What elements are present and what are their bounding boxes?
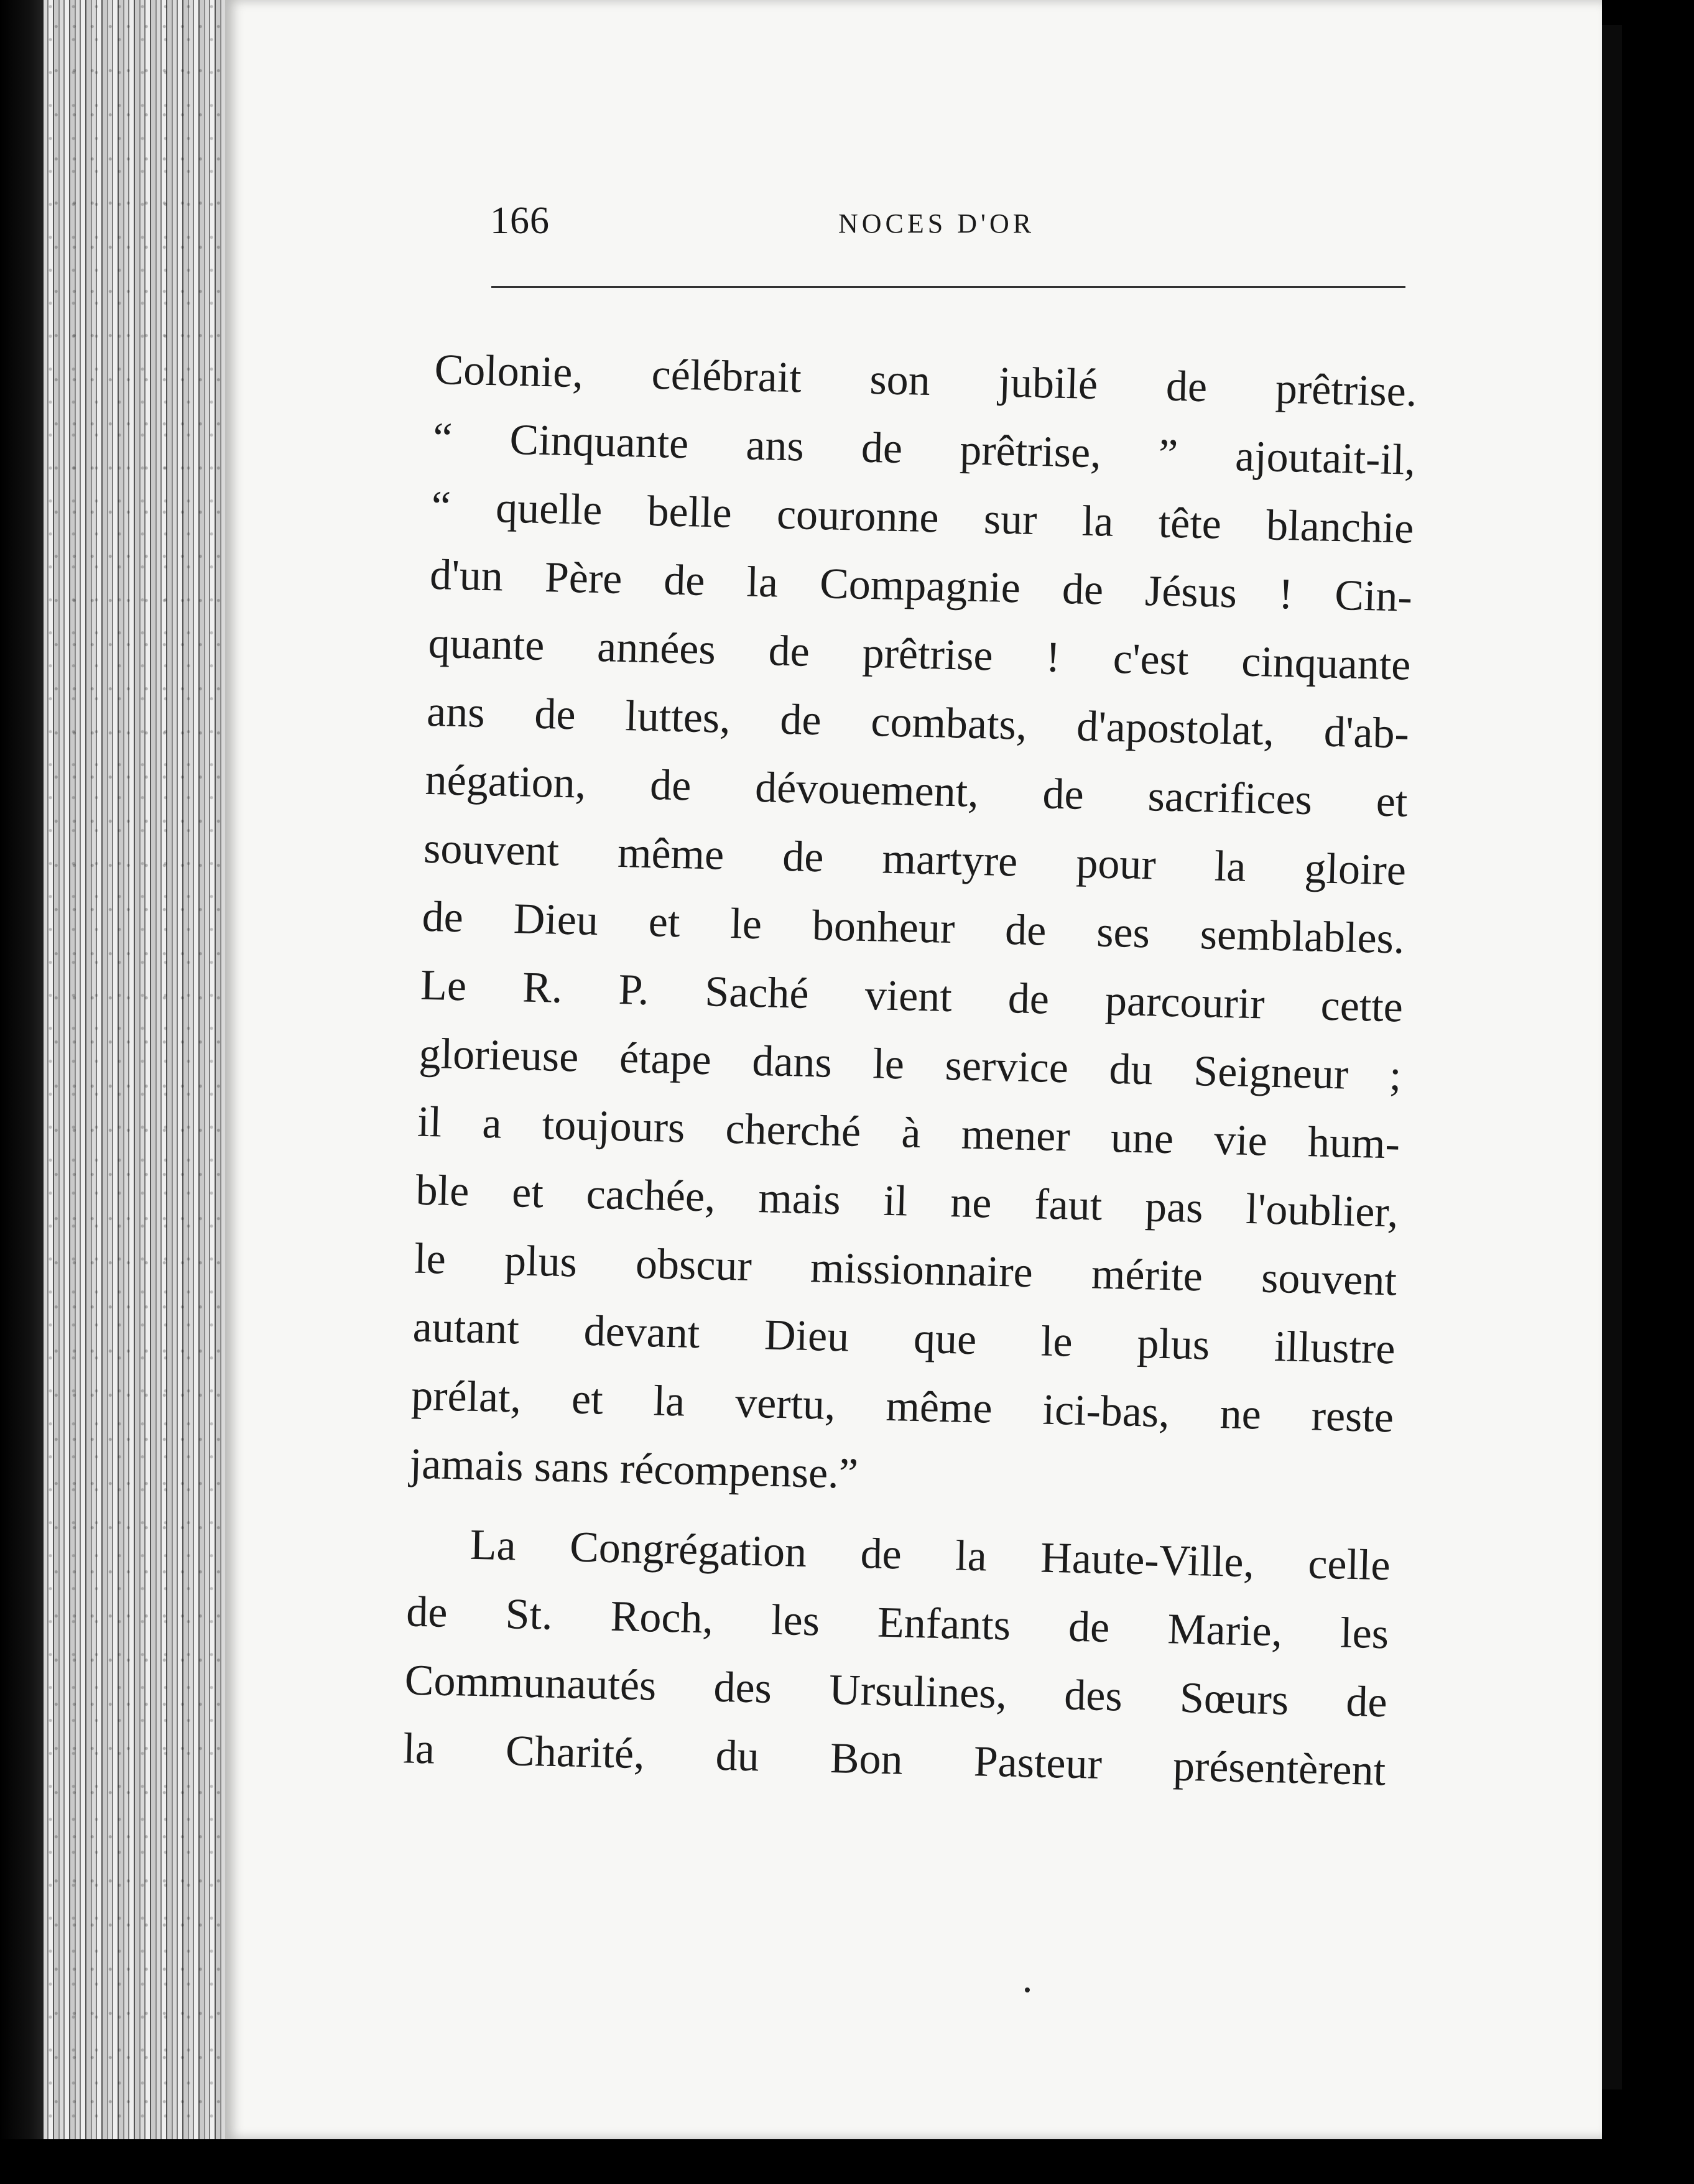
- text-line: “ Cinquante ans de prêtrise, ” ajoutait-il,: [432, 414, 1416, 484]
- page-edges: [44, 0, 230, 2139]
- text-line: autant devant Dieu que le plus illustre: [412, 1303, 1396, 1374]
- ink-speck: [1025, 1987, 1030, 1992]
- running-head: [490, 199, 1398, 255]
- text-line: “ quelle belle couronne sur la tête blanchie: [430, 482, 1415, 553]
- scan-margin-left: [0, 0, 50, 2184]
- text-line: négation, de dévouement, de sacrifices et: [424, 756, 1409, 826]
- scan-corner: [1669, 0, 1694, 27]
- page-number: 166: [490, 200, 550, 242]
- text-line: Colonie, célébrait son jubilé de prêtrise.: [433, 345, 1418, 416]
- body-text: [402, 336, 1417, 1805]
- text-line: la Charité, du Bon Pasteur présentèrent: [402, 1724, 1386, 1795]
- text-line: ble et cachée, mais il ne faut pas l'oublier,: [415, 1166, 1399, 1237]
- gutter-shadow: [1602, 25, 1622, 2089]
- text-line: glorieuse étape dans le service du Seigneur ;: [418, 1029, 1402, 1100]
- text-line: souvent même de martyre pour la gloire: [423, 824, 1407, 895]
- scan-margin-bottom: [0, 2139, 1694, 2184]
- running-title: NOCES D'OR: [838, 208, 1035, 239]
- text-line: de St. Roch, les Enfants de Marie, les: [405, 1588, 1389, 1659]
- text-line: le plus obscur missionnaire mérite souvent: [414, 1234, 1397, 1305]
- text-line: Communautés des Ursulines, des Sœurs de: [404, 1656, 1388, 1727]
- text-line: d'un Père de la Compagnie de Jésus ! Cin-: [429, 550, 1413, 621]
- text-line: de Dieu et le bonheur de ses semblables.: [421, 892, 1405, 963]
- text-line: jamais sans récompense.”: [409, 1440, 859, 1498]
- text-line: La Congrégation de la Haute-Ville, celle: [470, 1520, 1391, 1590]
- text-line: quante années de prêtrise ! c'est cinquante: [427, 619, 1412, 690]
- text-line: ans de luttes, de combats, d'apostolat, d'ab-: [426, 687, 1410, 758]
- text-line: prélat, et la vertu, même ici-bas, ne reste: [410, 1371, 1394, 1442]
- text-line: il a toujours cherché à mener une vie hum-: [417, 1098, 1400, 1168]
- text-line: Le R. P. Saché vient de parcourir cette: [420, 961, 1404, 1032]
- header-rule: [491, 286, 1405, 288]
